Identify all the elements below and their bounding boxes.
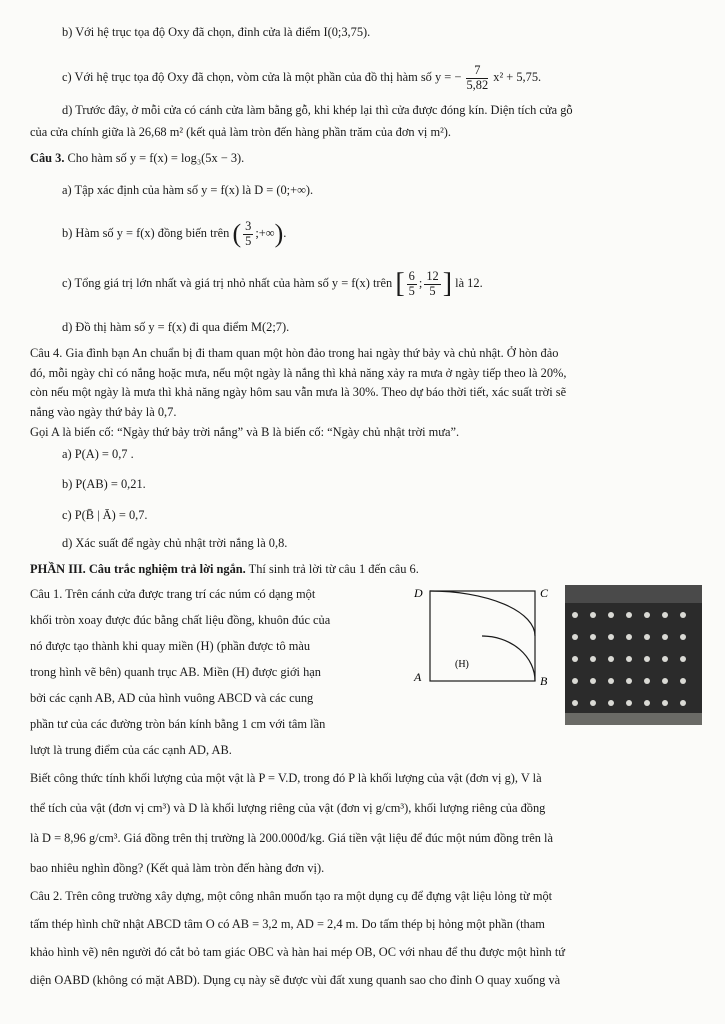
p3q1-line6: phần tư của các đường tròn bán kính bằng 1 cm với tâm lần xyxy=(30,717,326,731)
p3q1-line1: Câu 1. Trên cánh cửa được trang trí các núm có dạng một xyxy=(30,587,316,601)
q3-option-c: c) Tổng giá trị lớn nhất và giá trị nhỏ nhất của hàm số y = f(x) trên [ $\frac{6}{5}$ ; $\frac{12}{5}$ ] là 12. xyxy=(62,268,483,300)
q4-option-a: a) P(A) = 0,7 . xyxy=(62,447,134,461)
p3q1-line11: bao nhiêu nghìn đồng? (Kết quả làm tròn đến hàng đơn vị). xyxy=(30,861,325,875)
q4-line3: còn nếu một ngày là mưa thì khả năng ngày hôm sau vẫn mưa là 30%. Theo dự báo thời tiết, xác suất trời sẽ xyxy=(30,385,567,399)
q3-option-d: d) Đồ thị hàm số y = f(x) đi qua điểm M(2;7). xyxy=(62,320,290,334)
label-b: B xyxy=(540,674,548,688)
label-a: A xyxy=(414,670,422,684)
fraction: $\frac{6}{5}$ xyxy=(408,269,415,298)
p3q1-line7: lượt là trung điểm của các cạnh AD, AB. xyxy=(30,743,232,757)
part3-heading: PHẦN III. Câu trắc nghiệm trả lời ngắn. Thí sinh trả lời từ câu 1 đến câu 6. xyxy=(30,562,419,576)
p3q2-line2: tấm thép hình chữ nhật ABCD tâm O có AB = 3,2 m, AD = 2,4 m. Do tấm thép bị hỏng một phần (tham xyxy=(30,917,545,931)
q4-option-d: d) Xác suất để ngày chủ nhật trời nắng là 0,8. xyxy=(62,536,288,550)
q2-option-d-line1: d) Trước đây, ở mỗi cửa có cánh cửa làm bằng gỗ, khi khép lại thì cửa được đóng kín. Diện tích cửa gỗ xyxy=(62,103,573,117)
q3-stem: Câu 3. Cho hàm số y = f(x) = log₃(5x − 3). xyxy=(30,151,245,165)
q4-line4: nắng vào ngày thứ bảy là 0,7. xyxy=(30,405,177,419)
q2-option-c: c) Với hệ trục tọa độ Oxy đã chọn, vòm cửa là một phần của đồ thị hàm số y = − $\frac{7}{5,82}$ x² + 5,75. xyxy=(62,63,542,92)
door-knobs-photo xyxy=(565,585,702,725)
label-h: (H) xyxy=(455,659,469,670)
quarter-arcs xyxy=(430,591,535,681)
p3q1-line3: nó được tạo thành khi quay miền (H) (phần được tô màu xyxy=(30,639,311,653)
q2-option-b: b) Với hệ trục tọa độ Oxy đã chọn, đỉnh cửa là điểm I(0;3,75). xyxy=(62,25,371,39)
q2-option-d-line2: của cửa chính giữa là 26,68 m² (kết quả làm tròn đến hàng phần trăm của đơn vị m²). xyxy=(30,125,452,139)
label-d: D xyxy=(414,586,423,600)
q3-option-b: b) Hàm số y = f(x) đồng biến trên ( $\frac{3}{5}$ ;+∞). xyxy=(62,219,287,249)
fraction: $\frac{3}{5}$ xyxy=(245,219,252,248)
label-c: C xyxy=(540,586,549,600)
q4-line1: Câu 4. Gia đình bạn An chuẩn bị đi tham quan một hòn đảo trong hai ngày thứ bảy và chủ nhật. Ở hòn đảo xyxy=(30,346,559,360)
p3q2-line4: diện OABD (không có mặt ABD). Dụng cụ này sẽ được vùi đất xung quanh sao cho đỉnh O quay xuống và xyxy=(30,973,561,987)
q4-option-c: c) P(B̄ | Ā) = 0,7. xyxy=(62,508,148,522)
p3q2-line1: Câu 2. Trên công trường xây dựng, một công nhân muốn tạo ra một dụng cụ để đựng vật liệu lỏng từ một xyxy=(30,889,553,903)
p3q1-line2: khối tròn xoay được đúc bằng chất liệu đồng, khuôn đúc của xyxy=(30,613,331,627)
q3-option-a: a) Tập xác định của hàm số y = f(x) là D = (0;+∞). xyxy=(62,183,314,197)
fraction: $\frac{12}{5}$ xyxy=(426,269,439,298)
q4-line5: Gọi A là biến cố: “Ngày thứ bảy trời nắng” và B là biến cố: “Ngày chủ nhật trời mưa”. xyxy=(30,425,460,439)
p3q1-line9: thể tích của vật (đơn vị cm³) và D là khối lượng riêng của vật (đơn vị g/cm³), khối lượng riêng của đồng xyxy=(30,801,546,815)
fraction: $\frac{7}{5,82}$ xyxy=(466,63,489,92)
p3q1-line8: Biết công thức tính khối lượng của một vật là P = V.D, trong đó P là khối lượng của vật (đơn vị g), V là xyxy=(30,771,542,785)
p3q1-line4: trong hình vẽ bên) quanh trục AB. Miền (H) được giới hạn xyxy=(30,665,321,679)
q4-line2: đó, mỗi ngày chỉ có nắng hoặc mưa, nếu một ngày là nắng thì khả năng xảy ra mưa ở ngày tiếp theo là 20%, xyxy=(30,366,567,380)
p3q1-line10: là D = 8,96 g/cm³. Giá đồng trên thị trường là 200.000đ/kg. Giá tiền vật liệu để đúc một núm đồng trên là xyxy=(30,831,553,845)
p3q2-line3: khảo hình vẽ) nên người đó cắt bỏ tam giác OBC và hàn hai mép OB, OC với nhau để thu được một hình tứ xyxy=(30,945,565,959)
p3q1-line5: bởi các cạnh AB, AD của hình vuông ABCD và các cung xyxy=(30,691,314,705)
q4-option-b: b) P(AB) = 0,21. xyxy=(62,477,146,491)
region-h-figure xyxy=(410,583,560,693)
